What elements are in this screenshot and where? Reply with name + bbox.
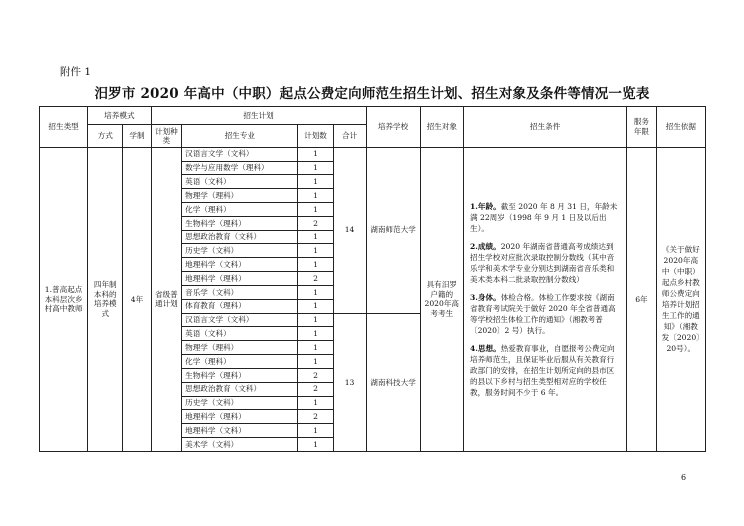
major-cell: 美术学（文科）: [182, 438, 298, 452]
condition-text: 截至 2020 年 8 月 31 日，年龄未满 22周岁（1998 年 9 月 1 日及以后出生）。: [469, 201, 618, 233]
count-cell: 1: [298, 355, 333, 369]
header-plan-type: 计划种类: [151, 125, 182, 147]
header-target: 招生对象: [420, 107, 463, 148]
basis-cell: 《关于做好2020年高中（中职）起点乡村教师公费定向培养计划招生工作的通知》（湘教发〔2020〕20号）。: [656, 147, 705, 451]
header-basis: 招生依据: [656, 107, 705, 148]
count-cell: 1: [298, 175, 333, 189]
count-cell: 1: [298, 396, 333, 410]
major-cell: 汉语言文学（文科）: [182, 313, 298, 327]
major-cell: 历史学（文科）: [182, 396, 298, 410]
count-cell: 1: [298, 285, 333, 299]
major-cell: 历史学（文科）: [182, 244, 298, 258]
major-cell: 物理学（理科）: [182, 341, 298, 355]
condition-label: 1.年龄。: [469, 201, 501, 211]
total-cell: 14: [333, 147, 366, 313]
count-cell: 2: [298, 216, 333, 230]
condition-text: 体检合格。体检工作要求按《湖南省教育考试院关于做好 2020 年全省普通高等学校招生体检工作的通知》（湘教考普〔2020〕2 号）执行。: [469, 292, 616, 335]
condition-item: [470, 201, 620, 234]
major-cell: 地理科学（理科）: [182, 272, 298, 286]
header-mode: 方式: [88, 125, 123, 147]
condition-label: 3.身体。: [469, 292, 501, 302]
count-cell: 1: [298, 341, 333, 355]
major-cell: 英语（文科）: [182, 327, 298, 341]
category-cell: 1.普高起点本科层次乡村高中教师: [40, 147, 88, 451]
school-cell: 湖南科技大学: [366, 313, 420, 451]
header-conditions: 招生条件: [463, 107, 626, 148]
header-mode-group: 培养模式: [88, 107, 151, 125]
major-cell: 地理科学（理科）: [182, 410, 298, 424]
major-cell: 化学（理科）: [182, 355, 298, 369]
header-major: 招生专业: [182, 125, 298, 147]
count-cell: 1: [298, 313, 333, 327]
major-cell: 数学与应用数学（理科）: [182, 161, 298, 175]
condition-item: [470, 343, 620, 398]
header-plan-group: 招生计划: [151, 107, 366, 125]
major-cell: 地理科学（文科）: [182, 258, 298, 272]
condition-text: 2020 年湖南省普通高考成绩达到招生学校对应批次录取控制分数线（其中音乐学和美术学专业分别达到湖南省音乐类和美术类本科二批录取控制分数线）: [469, 241, 615, 284]
recruitment-table: [39, 106, 706, 452]
page-number: 6: [681, 473, 687, 482]
count-cell: 2: [298, 410, 333, 424]
major-cell: 生物科学（理科）: [182, 216, 298, 230]
major-cell: 思想政治教育（文科）: [182, 382, 298, 396]
condition-label: 2.成绩。: [469, 241, 501, 251]
major-cell: 地理科学（文科）: [182, 424, 298, 438]
major-cell: 汉语言文学（文科）: [182, 147, 298, 161]
header-years: 学制: [123, 125, 151, 147]
years-cell: 4年: [123, 147, 151, 451]
count-cell: 1: [298, 147, 333, 161]
count-cell: 1: [298, 244, 333, 258]
table-row: [40, 147, 706, 161]
header-total: 合计: [333, 125, 366, 147]
target-cell: 具有汨罗户籍的2020年高考考生: [420, 147, 463, 451]
header-category: 招生类型: [40, 107, 88, 148]
condition-text: 热爱教育事业，自愿报考公费定向培养师范生，且保证毕业后服从有关教育行政部门的安排，在招生计划所定向的县市区的县以下乡村与招生类型相对应的学校任教，服务时间不少于 6 年。: [469, 343, 615, 397]
count-cell: 1: [298, 161, 333, 175]
school-cell: 湖南师范大学: [366, 147, 420, 313]
major-cell: 生物科学（理科）: [182, 368, 298, 382]
major-cell: 化学（理科）: [182, 203, 298, 217]
plan-type-cell: 省级普通计划: [151, 147, 182, 451]
count-cell: 1: [298, 189, 333, 203]
major-cell: 音乐学（文科）: [182, 285, 298, 299]
header-school: 培养学校: [366, 107, 420, 148]
count-cell: 2: [298, 382, 333, 396]
major-cell: 思想政治教育（文科）: [182, 230, 298, 244]
attachment-label: 附件 1: [60, 66, 92, 78]
document-title: 汨罗市 2020 年高中（中职）起点公费定向师范生招生计划、招生对象及条件等情况一览表: [94, 86, 650, 102]
count-cell: 1: [298, 230, 333, 244]
condition-item: [470, 292, 620, 336]
count-cell: 1: [298, 203, 333, 217]
count-cell: 1: [298, 327, 333, 341]
count-cell: 2: [298, 272, 333, 286]
major-cell: 英语（文科）: [182, 175, 298, 189]
count-cell: 1: [298, 258, 333, 272]
count-cell: 1: [298, 424, 333, 438]
mode-cell: 四年制本科的培养模式: [88, 147, 123, 451]
count-cell: 2: [298, 368, 333, 382]
header-service: 服务年限: [627, 107, 656, 148]
conditions-cell: [463, 147, 626, 451]
header-count: 计划数: [298, 125, 333, 147]
count-cell: 1: [298, 438, 333, 452]
condition-item: [470, 241, 620, 285]
major-cell: 物理学（理科）: [182, 189, 298, 203]
count-cell: 1: [298, 299, 333, 313]
major-cell: 体育教育（理科）: [182, 299, 298, 313]
service-cell: 6年: [627, 147, 656, 451]
condition-label: 4.思想。: [469, 343, 501, 353]
total-cell: 13: [333, 313, 366, 451]
